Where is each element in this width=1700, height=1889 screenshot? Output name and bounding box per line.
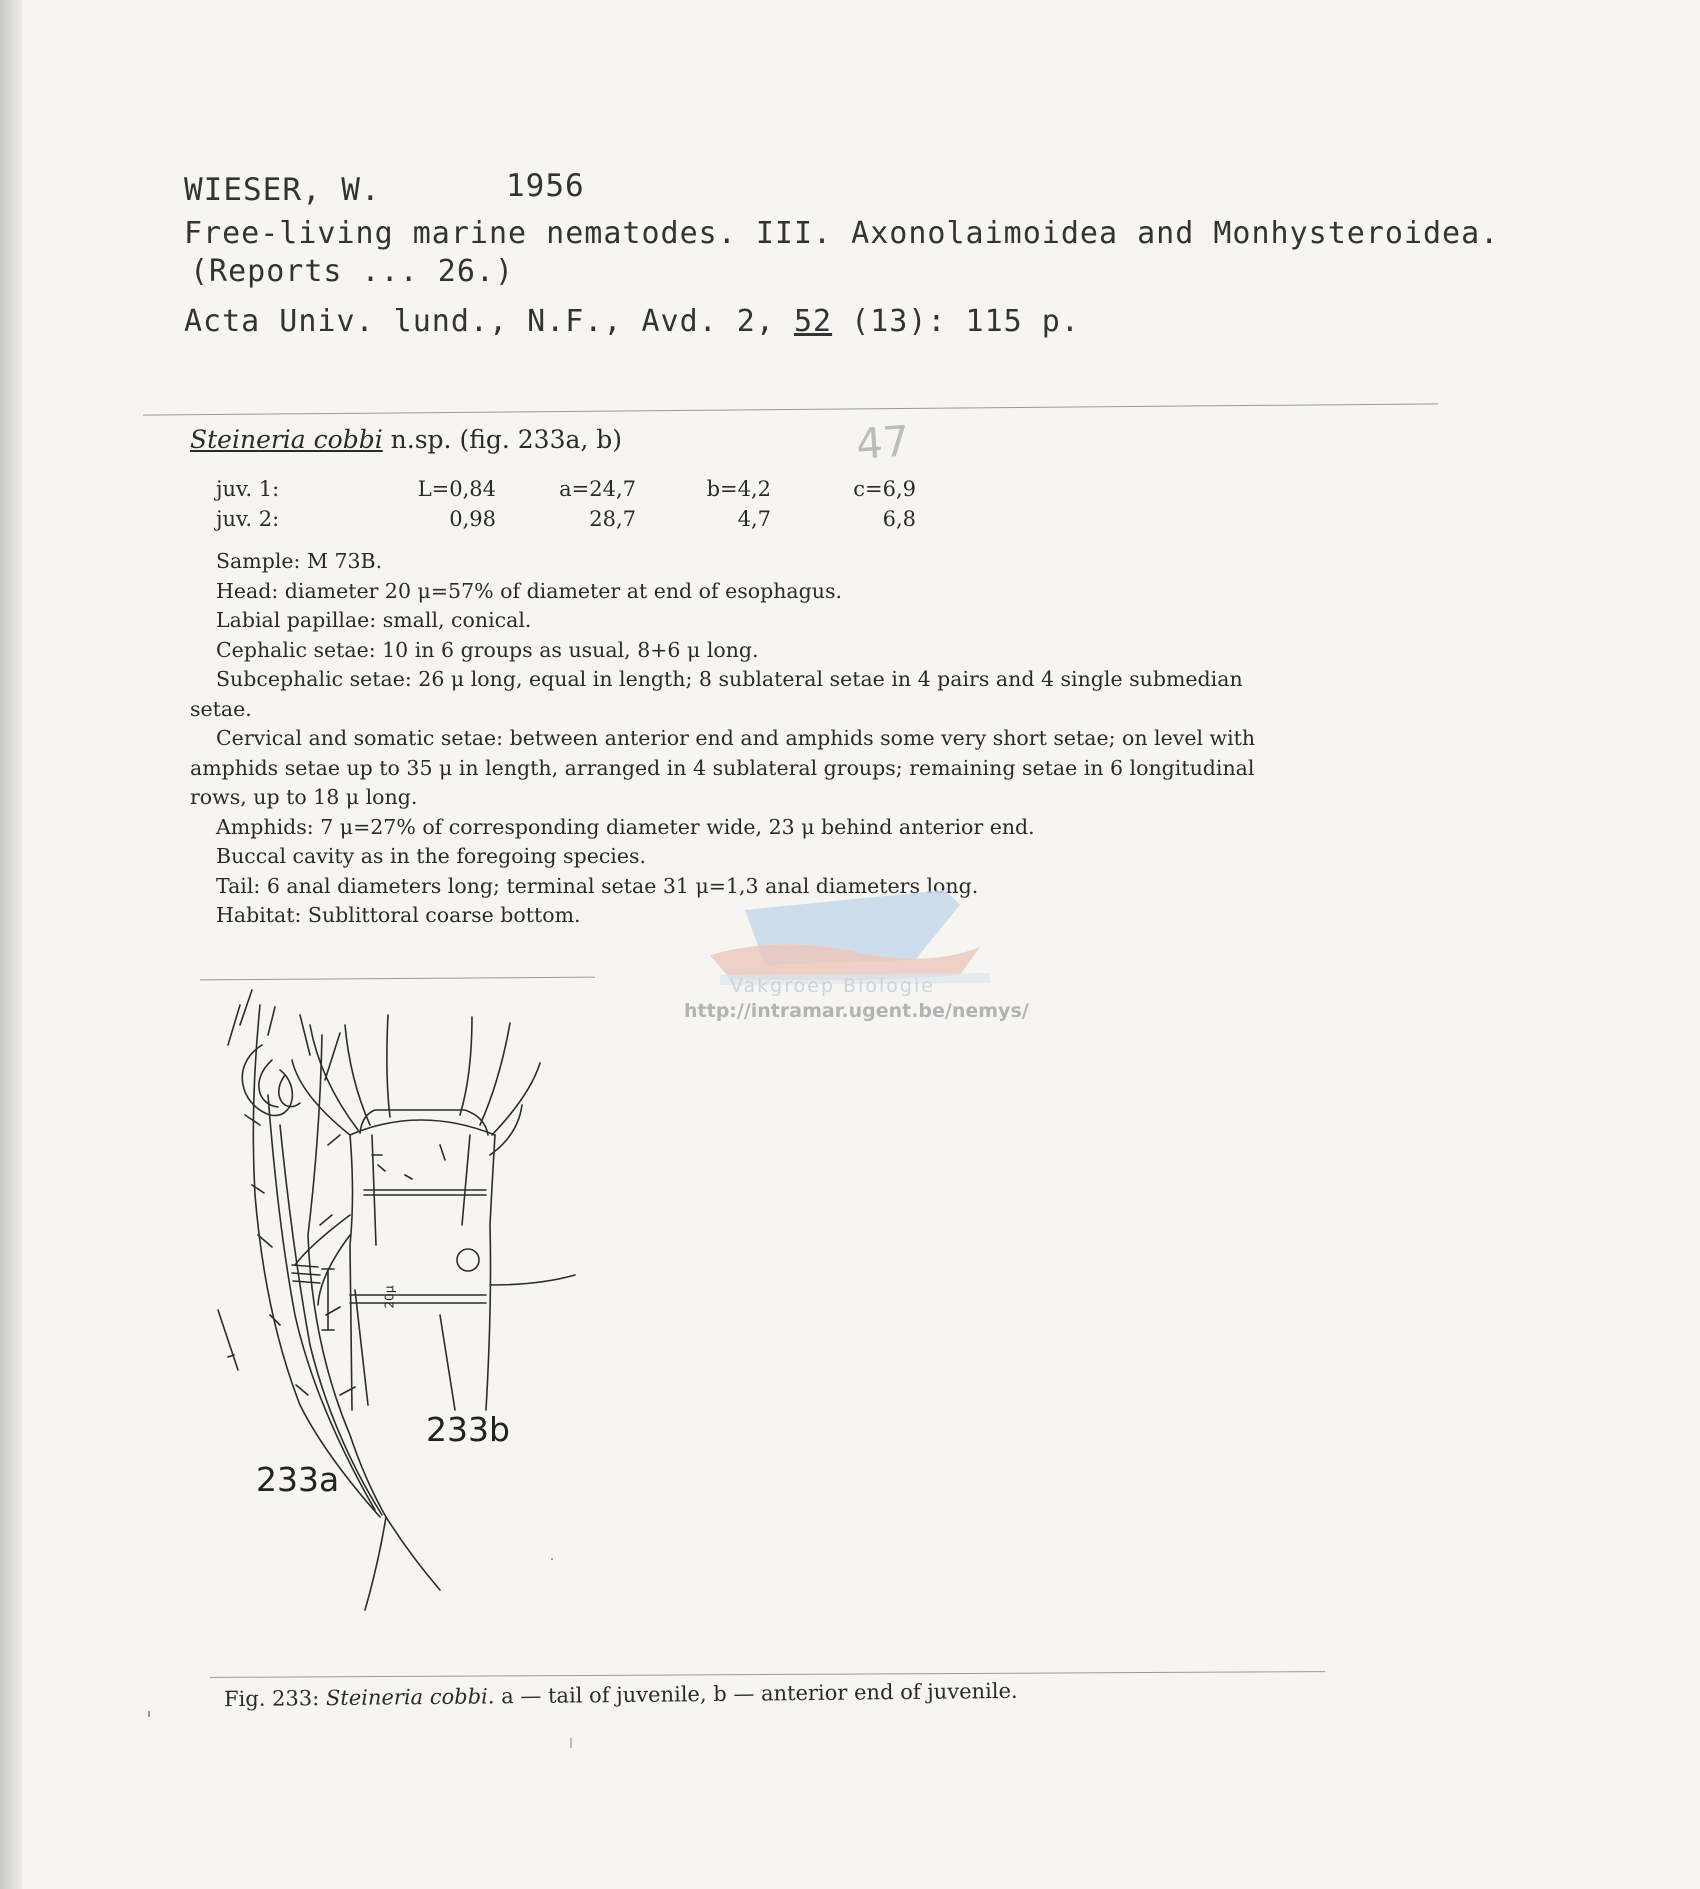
description-head: Head: diameter 20 μ=57% of diameter at end of esophagus. [216,578,843,603]
measurement-row [216,477,976,503]
measurement-c: c=6,9 [853,477,916,501]
reference-author: WIESER, W. [184,172,381,208]
measurement-L: 0,98 [449,507,496,531]
journal-suffix: (13): 115 p. [832,304,1080,339]
description-cephalic-setae: Cephalic setae: 10 in 6 groups as usual, 8+6 μ long. [216,637,759,662]
page-edge-shadow [0,0,22,1889]
caption-prefix: Fig. 233: [223,1686,327,1712]
journal-prefix: Acta Univ. lund., N.F., Avd. 2, [184,304,794,339]
header-divider [143,403,1438,415]
measurement-label: juv. 2: [216,507,280,531]
nematode-figure [200,985,620,1625]
caption-species: Steineria cobbi [325,1684,488,1711]
figure-scale-label: 20μ [382,1285,397,1309]
pencil-annotation: 47 [854,416,912,469]
species-heading [190,425,622,454]
reference-year: 1956 [506,168,585,204]
description-cervical-setae: Cervical and somatic setae: between anterior end and amphids some very short setae; on level with amphids setae up to 35 μ in length, arranged in 4 sublateral groups; remaining setae in 6 longitudinal rows, up to 18 μ long. [190,726,1256,809]
measurement-c: 6,8 [882,507,916,531]
description-amphids: Amphids: 7 μ=27% of corresponding diameter wide, 23 μ behind anterior end. [216,814,1035,839]
scan-speck [551,1558,553,1560]
watermark-url: http://intramar.ugent.be/nemys/ [684,1000,1029,1022]
description-sample: Sample: M 73B. [216,549,383,573]
reference-journal [184,304,1080,339]
description-habitat: Habitat: Sublittoral coarse bottom. [216,903,581,927]
figure-233b-anterior [292,1015,575,1410]
figure-divider [200,977,595,981]
species-heading-rest: n.sp. (fig. 233a, b) [382,425,623,454]
description-buccal-cavity: Buccal cavity as in the foregoing species. [216,844,647,868]
caption-divider [210,1671,1325,1678]
measurement-L: L=0,84 [417,477,496,501]
measurement-b: 4,7 [737,507,771,531]
journal-volume: 52 [793,304,833,339]
measurement-a: 28,7 [589,507,636,531]
reference-report: (Reports ... 26.) [190,254,515,289]
figure-label-233b: 233b [426,1410,510,1449]
figure-caption [224,1679,1018,1711]
description-labial-papillae: Labial papillae: small, conical. [216,608,532,632]
caption-rest: . a — tail of juvenile, b — anterior end of juvenile. [487,1678,1018,1709]
figure-label-233a: 233a [256,1460,340,1499]
measurement-row [216,507,976,533]
reference-title: Free-living marine nematodes. III. Axonolaimoidea and Monhysteroidea. [184,216,1500,251]
watermark-text: Vakgroep Biologie [730,975,935,997]
measurement-b: b=4,2 [706,477,771,501]
scan-speck [148,1711,150,1717]
measurement-label: juv. 1: [216,477,280,501]
species-name: Steineria cobbi [190,425,383,454]
scan-speck [570,1738,572,1748]
description-subcephalic-setae: Subcephalic setae: 26 μ long, equal in length; 8 sublateral setae in 4 pairs and 4 single submedian setae. [190,667,1243,721]
description-tail: Tail: 6 anal diameters long; terminal setae 31 μ=1,3 anal diameters long. [216,873,979,898]
measurement-a: a=24,7 [559,477,636,501]
